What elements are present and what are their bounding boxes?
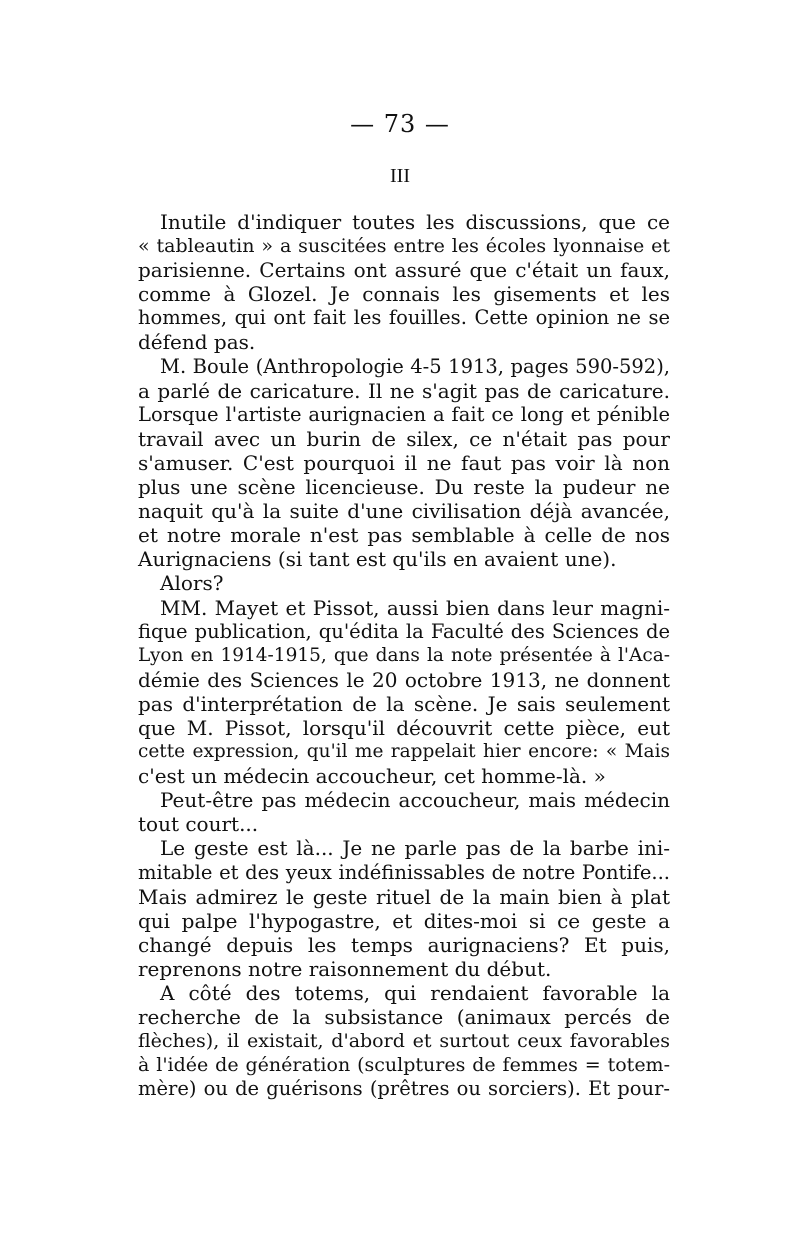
text-line: et notre morale n'est pas semblable à celle de nos (138, 523, 670, 548)
paragraph (138, 355, 670, 572)
text-line: pas d'interprétation de la scène. Je sais seulement (138, 691, 670, 716)
body-text (138, 210, 670, 1101)
text-line: Lyon en 1914-1915, que dans la note présentée à l'Aca- (138, 644, 670, 666)
text-line: flèches), il existait, d'abord et surtout ceux favorables (138, 1030, 670, 1053)
paragraph (138, 596, 670, 789)
page-number: — 73 — (350, 110, 450, 138)
text-line: Mais admirez le geste rituel de la main bien à plat (138, 884, 670, 909)
text-line: parisienne. Certains ont assuré que c'était un faux, (138, 258, 670, 283)
text-line: tout court... (138, 812, 259, 837)
section-heading: III (390, 165, 410, 187)
text-line: MM. Mayet et Pissot, aussi bien dans leur magni- (160, 595, 670, 620)
text-line: c'est un médecin accoucheur, cet homme-là. » (138, 764, 606, 789)
text-line: Alors? (160, 571, 224, 596)
text-line: hommes, qui ont fait les fouilles. Cette opinion ne se (138, 306, 670, 330)
text-line: Lorsque l'artiste aurignacien a fait ce long et pénible (138, 402, 670, 426)
text-line: comme à Glozel. Je connais les gisements et les (138, 282, 670, 307)
paragraph (138, 788, 670, 836)
text-line: « tableautin » a suscitées entre les écoles lyonnaise et (138, 235, 670, 258)
text-line: Le geste est là... Je ne parle pas de la barbe ini- (160, 836, 670, 861)
text-line: travail avec un burin de silex, ce n'était pas pour (138, 426, 670, 451)
paragraph (138, 981, 670, 1101)
text-line: Aurignaciens (si tant est qu'ils en avaient une). (138, 547, 617, 572)
text-line: que M. Pissot, lorsqu'il découvrit cette pièce, eut (138, 715, 670, 740)
text-line: cette expression, qu'il me rappelait hier encore: « Mais (138, 741, 670, 763)
text-line: à l'idée de génération (sculptures de femmes = totem- (138, 1054, 670, 1077)
paragraph (138, 836, 670, 981)
text-line: reprenons notre raisonnement du début. (138, 956, 552, 981)
text-line: mère) ou de guérisons (prêtres ou sorciers). Et pour- (138, 1077, 670, 1101)
text-line: démie des Sciences le 20 octobre 1913, ne donnent (138, 667, 670, 692)
text-line: Peut-être pas médecin accoucheur, mais médecin (160, 788, 670, 813)
text-line: naquit qu'à la suite d'une civilisation déjà avancée, (138, 499, 670, 524)
paragraph (138, 210, 670, 355)
text-line: plus une scène licencieuse. Du reste la pudeur ne (138, 475, 670, 500)
text-line: recherche de la subsistance (animaux percés de (138, 1005, 670, 1030)
text-line: A côté des totems, qui rendaient favorable la (160, 981, 670, 1005)
text-line: s'amuser. C'est pourquoi il ne faut pas voir là non (138, 450, 670, 475)
text-line: a parlé de caricature. Il ne s'agit pas de caricature. (138, 378, 670, 403)
text-line: Inutile d'indiquer toutes les discussions, que ce (160, 210, 670, 234)
text-line: changé depuis les temps aurignaciens? Et puis, (138, 932, 670, 957)
text-line: qui palpe l'hypogastre, et dites-moi si ce geste a (138, 908, 670, 933)
text-line: fique publication, qu'édita la Faculté des Sciences de (138, 619, 670, 643)
text-line: M. Boule (Anthropologie 4-5 1913, pages 590-592), (160, 354, 670, 378)
paragraph (138, 571, 670, 595)
text-line: mitable et des yeux indéfinissables de notre Pontife... (138, 860, 670, 884)
text-line: défend pas. (138, 330, 256, 355)
